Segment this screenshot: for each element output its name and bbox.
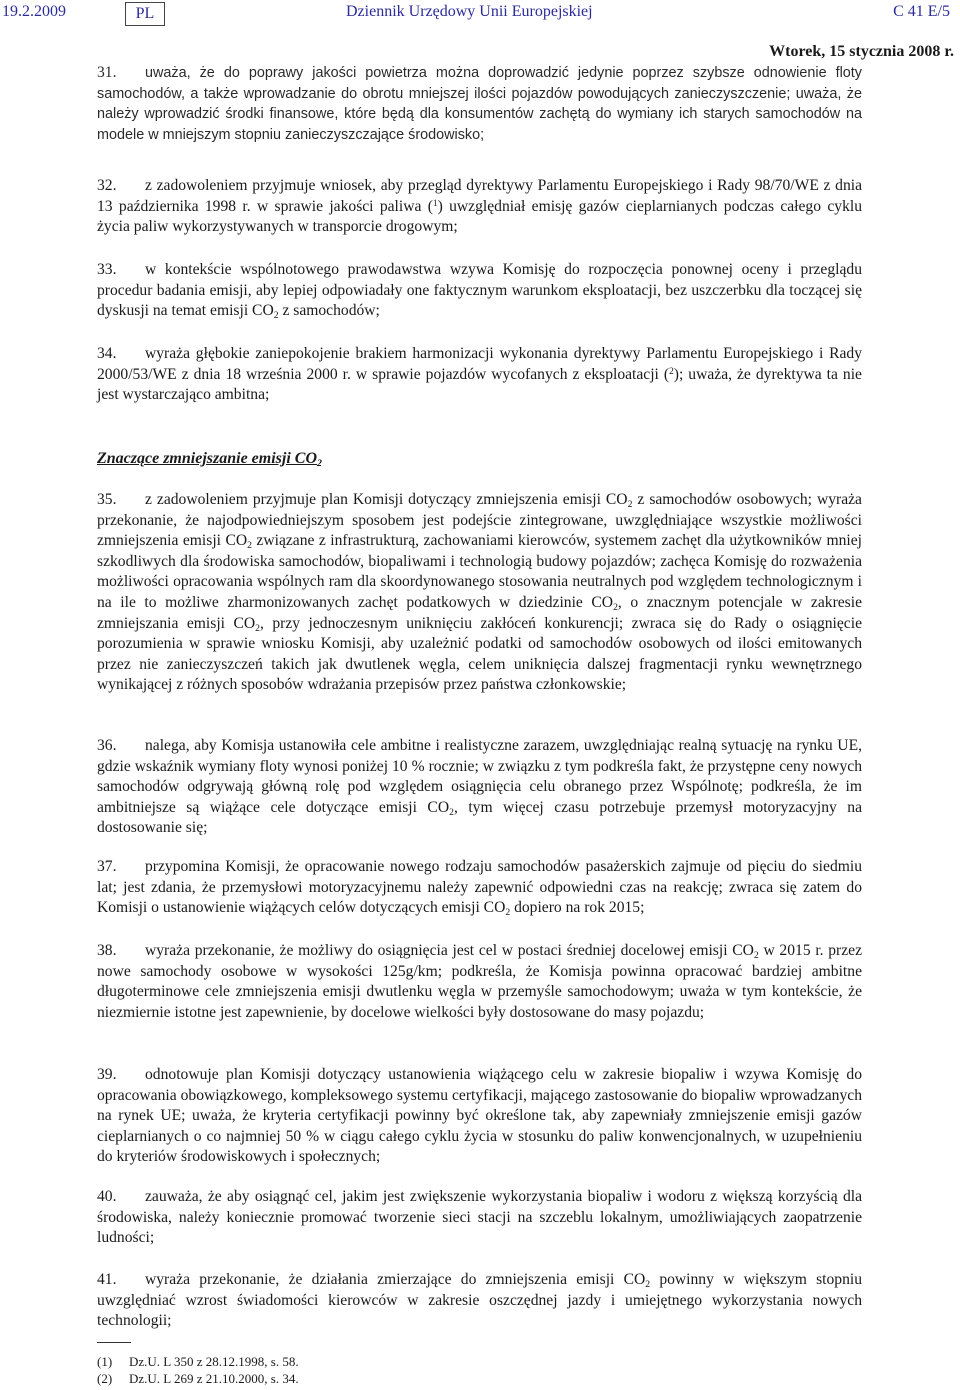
subscript: 2: [317, 457, 322, 469]
section-heading: [97, 450, 322, 468]
paragraph-text: w kontekście wspólnotowego prawodawstwa wzywa Komisję do rozpoczęcia ponownej oceny i przeglądu procedur badania emisji, aby lepiej odpowiadały one faktycznym warunkom eksploatacji, bez uszczerbku dla toczącej się dyskusji na temat emisji CO: [97, 261, 862, 320]
paragraph-39: [97, 1065, 862, 1168]
paragraph-number: 34.: [97, 345, 117, 362]
subscript: 2: [627, 498, 633, 510]
subscript: 2: [247, 540, 252, 552]
paragraph-number: 39.: [97, 1066, 117, 1083]
paragraph-34: [97, 344, 862, 406]
paragraph-text: zauważa, że aby osiągnąć cel, jakim jest zwiększenie wykorzystania biopaliw i wodoru z większą korzyścią dla środowiska, należy koniecznie promować tworzenie sieci stacji na szczeblu lokalnym, umożliwiających zaopatrzenie ludności;: [97, 1188, 862, 1247]
footnote-text: Dz.U. L 350 z 28.12.1998, s. 58.: [129, 1354, 299, 1369]
paragraph-text: , tym więcej czasu potrzebuje przemysł motoryzacyjny na dostosowanie się;: [97, 798, 863, 837]
footnote-mark: (2): [97, 1371, 113, 1386]
paragraph-number: 40.: [97, 1188, 117, 1205]
footnote-mark: (1): [97, 1354, 113, 1369]
footnote-reference[interactable]: 2: [669, 366, 674, 377]
paragraph-text: w 2015 r. przez nowe samochody osobowe w wysokości 125g/km; podkreśla, że Komisja powinna opracować bardziej ambitne długoterminowe cele zmniejszenia emisji dwutlenku węgla w przemyśle samochodowym; uważa w tym kontekście, że niezmiernie istotne jest zapewnienie, by docelowe wielkości były dostosowane do masy pojazdu;: [97, 942, 863, 1021]
language-badge: PL: [125, 2, 165, 26]
subscript: 2: [753, 949, 759, 961]
paragraph-number: 35.: [97, 491, 117, 508]
paragraph-text: nalega, aby Komisja ustanowiła cele ambitne i realistyczne zarazem, uwzględniając realną sytuację na rynku UE, gdzie wskaźnik wymiany floty wynosi poniżej 10 % rocznie; w związku z tym podkreśla fakt, że przystępne ceny nowych samochodów odgrywają główną rolę pod względem osiągnięcia celu obranego przez Wspólnotę; podkreśla, że im ambitniejsze są wiążące cele dotyczące emisji CO: [97, 737, 862, 816]
paragraph-text: związane z infrastrukturą, zachowaniami kierowców, systemem zachęt dla użytkowników mniej szkodliwych dla środowiska samochodów, biopaliwami i technologią budowy pojazdów; zachęca Komisję do rozważenia możliwości opracowania wspólnych ram dla skoordynowanego stosowania neutralnych pod względem technologicznym i na ile to możliwe zharmonizowanych zachęt podatkowych w dziedzinie CO: [97, 532, 862, 611]
footnote-divider: [97, 1342, 131, 1343]
paragraph-37: [97, 857, 862, 919]
paragraph-text: dopiero na rok 2015;: [510, 899, 645, 917]
paragraph-number: 32.: [97, 177, 117, 194]
paragraph-36: [97, 736, 862, 839]
paragraph-number: 37.: [97, 858, 117, 875]
publication-date: 19.2.2009: [2, 3, 66, 20]
paragraph-41: [97, 1270, 862, 1332]
section-heading-text: Znaczące zmniejszanie emisji CO: [97, 450, 317, 467]
page-header: [0, 2, 960, 26]
footnote-text: Dz.U. L 269 z 21.10.2000, s. 34.: [129, 1371, 299, 1386]
sitting-date: Wtorek, 15 stycznia 2008 r.: [769, 43, 954, 60]
paragraph-text: wyraża głębokie zaniepokojenie brakiem harmonizacji wykonania dyrektywy Parlamentu Europejskiego i Rady 2000/53/WE z dnia 18 września 2000 r. w sprawie pojazdów wycofanych z eksploatacji (: [97, 345, 862, 383]
subscript: 2: [449, 806, 454, 818]
paragraph-35: [97, 490, 862, 696]
paragraph-40: [97, 1187, 862, 1249]
paragraph-text: z samochodów osobowych; wyraża przekonanie, że najodpowiedniejszym sposobem jest podejście zintegrowane, uwzględniające wszystkie możliwości zmniejszenia emisji CO: [97, 491, 862, 550]
paragraph-text: z samochodów;: [278, 302, 380, 320]
footnote-1: [97, 1354, 299, 1370]
paragraph-text: uważa, że do poprawy jakości powietrza można doprowadzić jedynie poprzez szybsze odnowienie floty samochodów, a także wprowadzanie do obrotu mniejszej ilości pojazdów powodujących zanieczyszczenie; uważa, że należy wprowadzić środki finansowe, które będą dla konsumentów zachętą do wymiany ich starych samochodów na modele w mniejszym stopniu zanieczyszczające środowisko;: [97, 65, 862, 143]
journal-title: Dziennik Urzędowy Unii Europejskiej: [346, 3, 593, 20]
subscript: 2: [613, 601, 618, 613]
paragraph-33: [97, 260, 862, 322]
paragraph-number: 36.: [97, 737, 117, 754]
paragraph-text: przypomina Komisji, że opracowanie nowego rodzaju samochodów pasażerskich zajmuje od pięciu do siedmiu lat; jest zdania, że przemysłowi motoryzacyjnemu należy zapewnić odpowiedni czas na reakcję; zwraca się zatem do Komisji o ustanowienie wiążących celów dotyczących emisji CO: [97, 858, 862, 917]
paragraph-text: powinny w większym stopniu uwzględniać wzrost świadomości kierowców w zakresie oszczędnej jazdy i umiejętnego wykorzystania nowych technologii;: [97, 1271, 862, 1330]
paragraph-number: 31.: [97, 64, 117, 81]
paragraph-text: z zadowoleniem przyjmuje plan Komisji dotyczący zmniejszenia emisji CO: [145, 491, 628, 508]
paragraph-38: [97, 941, 862, 1023]
paragraph-number: 38.: [97, 942, 117, 959]
subscript: 2: [645, 1278, 651, 1290]
paragraph-text: , o znacznym potencjale w zakresie zmniejszania emisji CO: [97, 593, 863, 632]
paragraph-text: odnotowuje plan Komisji dotyczący ustanowienia wiążącego celu w zakresie biopaliw i wzywa Komisję do opracowania obowiązkowego, kompleksowego systemu certyfikacji, mającego zastosowanie do biopaliw wprowadzanych na rynek UE; uważa, że kryteria certyfikacji powinny być określone tak, aby zapewniały zmniejszenie emisji gazów cieplarnianych o co najmniej 50 % w ciągu całego cyklu życia w stosunku do paliw konwencjonalnych, w uzupełnieniu do kryteriów środowiskowych i społecznych;: [97, 1066, 862, 1166]
subscript: 2: [273, 310, 279, 322]
paragraph-text: wyraża przekonanie, że możliwy do osiągnięcia jest cel w postaci średniej docelowej emisji CO: [145, 942, 754, 959]
paragraph-number: 41.: [97, 1271, 117, 1288]
paragraph-text: ); uważa, że dyrektywa ta nie jest wystarczająco ambitna;: [97, 365, 862, 404]
subscript: 2: [255, 622, 260, 634]
paragraph-32: [97, 176, 862, 238]
paragraph-31: [97, 63, 862, 145]
footnote-reference[interactable]: 1: [432, 198, 438, 209]
paragraph-text: z zadowoleniem przyjmuje wniosek, aby przegląd dyrektywy Parlamentu Europejskiego i Rady 98/70/WE z dnia 13 października 1998 r. w sprawie jakości paliwa (: [97, 177, 862, 215]
paragraph-text: , przy jednoczesnym uniknięciu zakłóceń konkurencji; zwraca się do Rady o osiągnięcie porozumienia w sprawie wniosku Komisji, aby uzależnić podatki od samochodów osobowych od ilości emitowanych przez nie zanieczyszczeń takich jak dwutlenek węgla, celem uniknięcia dalszej fragmentacji rynku wewnętrznego wynikającej z różnych sposobów wdrażania przepisów przez państwa członkowskie;: [97, 614, 862, 694]
paragraph-number: 33.: [97, 261, 117, 278]
paragraph-text: wyraża przekonanie, że działania zmierzające do zmniejszenia emisji CO: [145, 1271, 646, 1288]
paragraph-text: ) uwzględniał emisję gazów cieplarnianych podczas całego cyklu życia paliw wykorzystywanych w transporcie drogowym;: [97, 197, 862, 236]
footnote-2: [97, 1371, 299, 1387]
subscript: 2: [505, 907, 511, 919]
journal-reference: C 41 E/5: [893, 3, 950, 20]
